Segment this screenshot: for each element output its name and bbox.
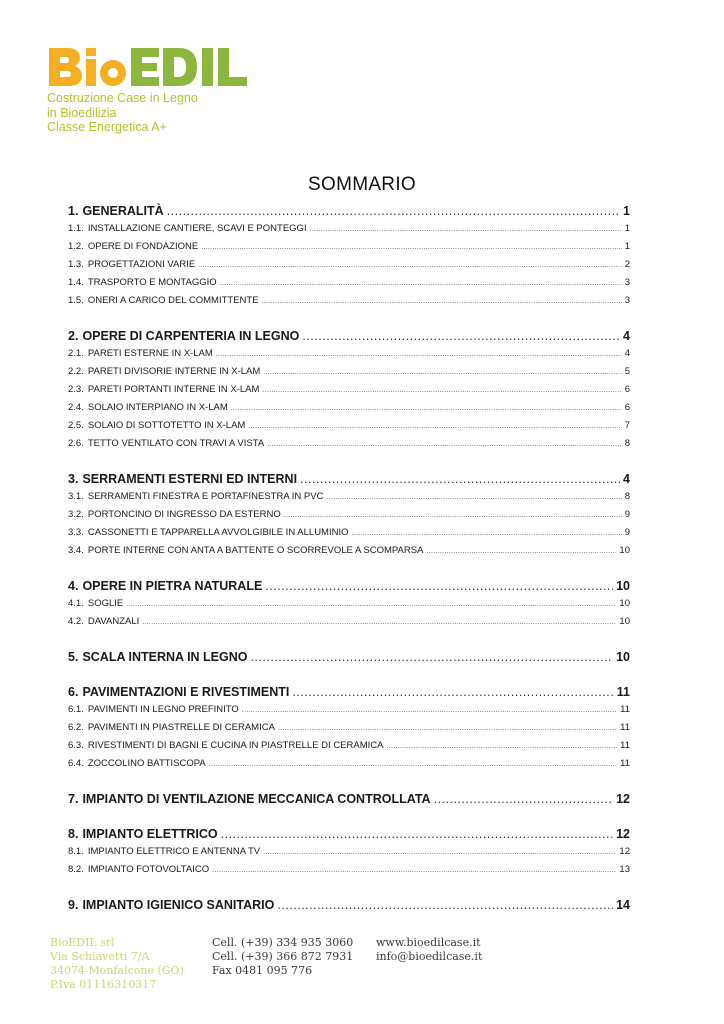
toc-entry-title: PARETI ESTERNE IN X-LAM [87,348,213,359]
toc-entry[interactable] [68,701,630,719]
toc-section-title: IMPIANTO ELETTRICO [82,827,218,841]
toc-entry-title: TRASPORTO E MONTAGGIO [87,277,217,288]
toc-section [68,683,630,773]
toc-section-heading[interactable] [68,202,630,220]
toc-section-heading[interactable] [68,648,630,666]
toc-dot-leader [201,239,622,256]
toc-entry-title: PARETI PORTANTI INTERNE IN X-LAM [87,384,260,395]
toc-section-title: SCALA INTERNA IN LEGNO [82,650,248,664]
footer-address-city: 34074 Monfalcone (GO) [50,964,184,977]
toc-entry[interactable] [68,220,630,238]
toc-entry-number: 2.2. [68,366,84,377]
toc-entry-page: 6 [624,402,630,413]
toc-entry-title: PORTE INTERNE CON ANTA A BATTENTE O SCORREVOLE A SCOMPARSA [87,545,424,556]
toc-dot-leader [126,596,616,613]
footer-address-street: Via Schiavetti 7/A [50,950,150,963]
toc-section-number: 2. [68,329,79,343]
toc-entry-title: TETTO VENTILATO CON TRAVI A VISTA [87,438,265,449]
toc-entry-title: PARETI DIVISORIE INTERNE IN X-LAM [87,366,261,377]
toc-entry-number: 1.4. [68,277,84,288]
toc-dot-leader [221,825,613,843]
toc-dot-leader [231,400,622,417]
footer-cell-2: Cell. (+39) 366 872 7931 [212,950,354,963]
toc-section-page: 11 [616,685,630,699]
toc-entry-title: OPERE DI FONDAZIONE [87,241,199,252]
toc-dot-leader [250,648,613,666]
toc-entry-page: 11 [620,704,630,715]
toc-dot-leader [167,202,620,220]
toc-entry-number: 3.1. [68,491,84,502]
toc-dot-leader [310,221,622,238]
toc-section-number: 1. [68,204,79,218]
company-tagline [47,91,198,135]
toc-section-title: SERRAMENTI ESTERNI ED INTERNI [82,472,298,486]
toc-entry-number: 1.1. [68,223,84,234]
toc-dot-leader [284,507,622,524]
toc-entry-number: 6.3. [68,740,84,751]
footer-phone-info [212,936,353,978]
toc-entry-number: 2.4. [68,402,84,413]
toc-dot-leader [265,577,613,595]
toc-entry-page: 11 [620,722,630,733]
toc-entry-page: 10 [619,545,630,556]
toc-entry-title: PAVIMENTI IN LEGNO PREFINITO [87,704,239,715]
toc-section-heading[interactable] [68,825,630,843]
toc-entry-title: PROGETTAZIONI VARIE [87,259,196,270]
toc-entry-number: 1.3. [68,259,84,270]
toc-entry-title: PAVIMENTI IN PIASTRELLE DI CERAMICA [87,722,275,733]
toc-entry[interactable] [68,613,630,631]
toc-entry-number: 2.3. [68,384,84,395]
toc-entry[interactable] [68,274,630,292]
toc-entry-title: SOLAIO DI SOTTOTETTO IN X-LAM [87,420,246,431]
toc-entry-page: 1 [624,223,630,234]
bioedil-logo-wordmark [47,44,257,88]
toc-entry-number: 6.1. [68,704,84,715]
footer-company-info [50,936,184,992]
toc-dot-leader [209,756,617,773]
toc-section-number: 7. [68,792,79,806]
toc-entry[interactable] [68,417,630,435]
toc-section-number: 5. [68,650,79,664]
toc-section-heading[interactable] [68,470,630,488]
toc-section-number: 9. [68,898,79,912]
toc-section-page: 14 [616,898,630,912]
toc-entry[interactable] [68,737,630,755]
toc-dot-leader [220,275,622,292]
toc-dot-leader [352,525,622,542]
toc-entry-number: 4.1. [68,598,84,609]
toc-entry-number: 4.2. [68,616,84,627]
toc-entry-page: 5 [624,366,630,377]
toc-dot-leader [267,436,622,453]
footer-company-name: BioEDIL srl [50,936,115,949]
toc-dot-leader [212,862,616,879]
footer-website-link[interactable]: www.bioedilcase.it [376,936,481,949]
toc-section-page: 4 [623,472,630,486]
toc-entry-page: 8 [624,491,630,502]
toc-section-title: OPERE IN PIETRA NATURALE [82,579,263,593]
toc-entry-number: 3.4. [68,545,84,556]
toc-section-page: 12 [616,792,630,806]
toc-section-page: 1 [623,204,630,218]
toc-dot-leader [302,327,620,345]
toc-entry-number: 6.4. [68,758,84,769]
toc-dot-leader [263,364,621,381]
toc-entry-title: DAVANZALI [87,616,140,627]
toc-dot-leader [216,346,622,363]
toc-entry-title: ZOCCOLINO BATTISCOPA [87,758,206,769]
toc-entry-page: 8 [624,438,630,449]
toc-entry-title: CASSONETTI E TAPPARELLA AVVOLGIBILE IN ALLUMINIO [87,527,349,538]
toc-section-number: 3. [68,472,79,486]
toc-entry[interactable] [68,488,630,506]
toc-entry-number: 8.2. [68,864,84,875]
toc-section-number: 8. [68,827,79,841]
toc-dot-leader [242,702,617,719]
toc-section-page: 12 [616,827,630,841]
toc-entry-page: 3 [624,295,630,306]
toc-dot-leader [292,683,613,701]
toc-entry-page: 6 [624,384,630,395]
toc-entry-page: 11 [620,758,630,769]
tagline-line-1: Costruzione Case in Legno [47,91,198,105]
toc-entry-title: INSTALLAZIONE CANTIERE, SCAVI E PONTEGGI [87,223,307,234]
toc-entry-number: 1.2. [68,241,84,252]
toc-section [68,577,630,631]
toc-section-heading[interactable] [68,683,630,701]
toc-section-page: 10 [616,650,630,664]
toc-entry-page: 11 [620,740,630,751]
toc-section [68,648,630,666]
toc-section-title: PAVIMENTAZIONI E RIVESTIMENTI [82,685,290,699]
footer-fax: Fax 0481 095 776 [212,964,313,977]
toc-entry[interactable] [68,506,630,524]
toc-section [68,790,630,808]
toc-dot-leader [326,489,621,506]
toc-dot-leader [198,257,622,274]
toc-dot-leader [300,470,620,488]
toc-section-title: OPERE DI CARPENTERIA IN LEGNO [82,329,300,343]
toc-dot-leader [262,293,622,310]
toc-section-title: IMPIANTO IGIENICO SANITARIO [82,898,275,912]
toc-entry-page: 2 [624,259,630,270]
toc-entry-title: SOLAIO INTERPIANO IN X-LAM [87,402,228,413]
toc-entry[interactable] [68,524,630,542]
toc-dot-leader [262,382,621,399]
toc-entry-page: 10 [619,598,630,609]
toc-entry[interactable] [68,843,630,861]
toc-entry-title: RIVESTIMENTI DI BAGNI E CUCINA IN PIASTRELLE DI CERAMICA [87,740,384,751]
table-of-contents [68,202,630,931]
toc-entry-number: 8.1. [68,846,84,857]
toc-entry-page: 7 [624,420,630,431]
toc-entry[interactable] [68,345,630,363]
toc-dot-leader [386,738,617,755]
toc-entry-page: 1 [624,241,630,252]
footer-cell-1: Cell. (+39) 334 935 3060 [212,936,354,949]
toc-entry-number: 3.2. [68,509,84,520]
toc-dot-leader [263,844,616,861]
toc-dot-leader [278,720,617,737]
toc-entry[interactable] [68,238,630,256]
toc-entry[interactable] [68,363,630,381]
toc-entry-title: SERRAMENTI FINESTRA E PORTAFINESTRA IN PVC [87,491,324,502]
toc-entry[interactable] [68,399,630,417]
toc-entry-page: 3 [624,277,630,288]
toc-entry[interactable] [68,595,630,613]
toc-dot-leader [142,614,616,631]
toc-entry-title: IMPIANTO FOTOVOLTAICO [87,864,210,875]
toc-entry-number: 1.5. [68,295,84,306]
toc-section-number: 4. [68,579,79,593]
toc-entry-page: 4 [624,348,630,359]
toc-entry-title: SOGLIE [87,598,124,609]
toc-dot-leader [426,543,616,560]
toc-section [68,327,630,453]
toc-section-title: IMPIANTO DI VENTILAZIONE MECCANICA CONTROLLATA [82,792,431,806]
footer-email-link[interactable]: info@bioedilcase.it [376,950,483,963]
toc-entry-title: PORTONCINO DI INGRESSO DA ESTERNO [87,509,281,520]
toc-entry-page: 13 [619,864,630,875]
toc-entry-page: 10 [619,616,630,627]
toc-entry-number: 2.1. [68,348,84,359]
toc-entry[interactable] [68,542,630,560]
footer-vat-number: P.Iva 01116310317 [50,978,157,991]
toc-section [68,896,630,914]
toc-section-heading[interactable] [68,790,630,808]
bioedil-logo [47,44,257,88]
toc-entry-number: 2.6. [68,438,84,449]
toc-dot-leader [434,790,614,808]
toc-dot-leader [248,418,621,435]
toc-entry-number: 3.3. [68,527,84,538]
toc-entry-number: 2.5. [68,420,84,431]
toc-entry[interactable] [68,861,630,879]
toc-entry-title: IMPIANTO ELETTRICO E ANTENNA TV [87,846,261,857]
toc-dot-leader [277,896,613,914]
toc-section-heading[interactable] [68,327,630,345]
toc-section-heading[interactable] [68,896,630,914]
toc-section [68,202,630,310]
toc-entry[interactable] [68,755,630,773]
toc-section [68,470,630,560]
toc-section-page: 10 [616,579,630,593]
toc-entry-page: 12 [619,846,630,857]
toc-entry[interactable] [68,292,630,310]
toc-section [68,825,630,879]
tagline-line-3: Classe Energetica A+ [47,120,167,134]
toc-entry[interactable] [68,256,630,274]
toc-entry[interactable] [68,719,630,737]
toc-section-page: 4 [623,329,630,343]
toc-entry-page: 9 [624,509,630,520]
toc-entry[interactable] [68,435,630,453]
footer-web-info [376,936,482,964]
toc-section-number: 6. [68,685,79,699]
toc-section-title: GENERALITÀ [82,204,164,218]
page-title: SOMMARIO [308,174,416,195]
toc-section-heading[interactable] [68,577,630,595]
toc-entry-title: ONERI A CARICO DEL COMMITTENTE [87,295,259,306]
toc-entry-page: 9 [624,527,630,538]
tagline-line-2: in Bioedilizia [47,105,117,120]
toc-entry-number: 6.2. [68,722,84,733]
toc-entry[interactable] [68,381,630,399]
